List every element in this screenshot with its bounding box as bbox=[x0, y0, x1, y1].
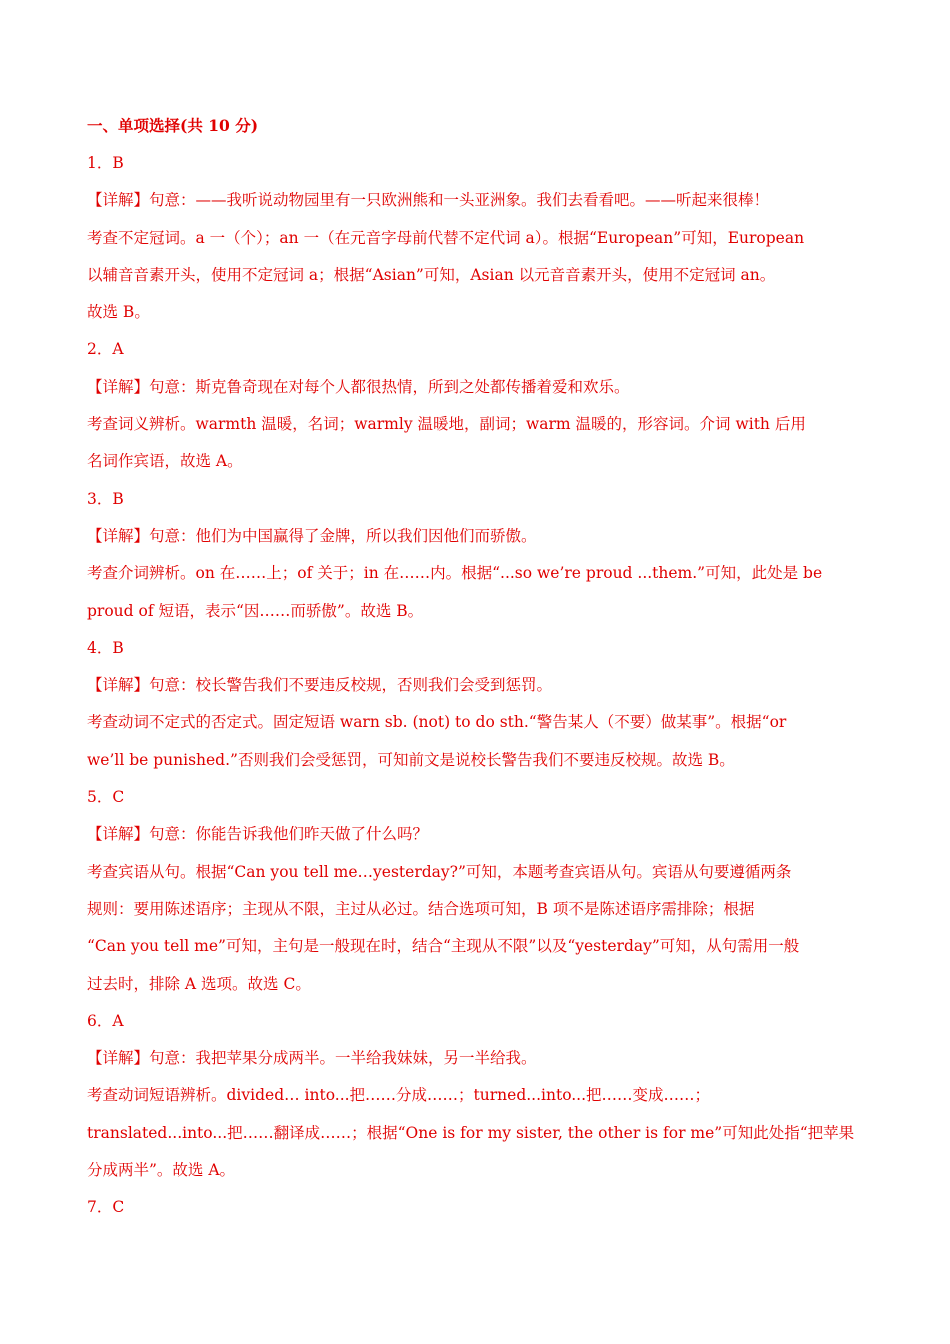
answer-number: 1．B bbox=[87, 154, 124, 172]
answer-item-5 bbox=[87, 786, 812, 994]
section-title: 一、单项选择(共 10 分) bbox=[87, 116, 259, 135]
explanation-line: 规则：要用陈述语序；主现从不限，主过从必过。结合选项可知，B 项不是陈述语序需排除；根据 bbox=[87, 899, 755, 918]
explanation-line: translated...into...把……翻译成……；根据“One is for my sister, the other is for me”可知此处指“把苹果 bbox=[87, 1123, 855, 1142]
explanation-line: 【详解】句意：斯克鲁奇现在对每个人都很热情，所到之处都传播着爱和欢乐。 bbox=[87, 377, 630, 396]
explanation-line: 【详解】句意：他们为中国赢得了金牌，所以我们因他们而骄傲。 bbox=[87, 526, 537, 545]
answer-number: 5．C bbox=[87, 788, 125, 807]
explanation-line: we’ll be punished.”否则我们会受惩罚，可知前文是说校长警告我们不要违反校规。故选 B。 bbox=[87, 750, 735, 769]
explanation-line: 考查动词短语辨析。divided… into...把……分成……；turned...into...把……变成……； bbox=[87, 1086, 711, 1105]
answer-number: 6．A bbox=[87, 1011, 124, 1030]
explanation-line: 【详解】句意：校长警告我们不要违反校规，否则我们会受到惩罚。 bbox=[87, 676, 553, 695]
answer-item-4 bbox=[87, 637, 812, 771]
answer-item-7 bbox=[87, 1196, 812, 1218]
answer-item-6 bbox=[87, 1010, 855, 1181]
explanation-line: proud of 短语，表示“因……而骄傲”。故选 B。 bbox=[87, 601, 424, 620]
explanation-line: 考查不定冠词。a 一（个）；an 一（在元音字母前代替不定代词 a）。根据“European”可知，European bbox=[87, 228, 805, 247]
explanation-line: 【详解】句意：我把苹果分成两半。一半给我妹妹，另一半给我。 bbox=[87, 1049, 537, 1068]
answer-item-3 bbox=[87, 488, 823, 622]
answer-number: 3．B bbox=[87, 489, 124, 508]
explanation-line: “Can you tell me”可知，主句是一般现在时，结合“主现从不限”以及“yesterday”可知，从句需用一般 bbox=[87, 937, 800, 956]
explanation-line: 故选 B。 bbox=[87, 303, 150, 322]
answer-number: 4．B bbox=[87, 638, 124, 657]
explanation-line: 过去时，排除 A 选项。故选 C。 bbox=[87, 974, 311, 993]
answer-number: 2．A bbox=[87, 340, 124, 359]
answer-item-2 bbox=[87, 338, 812, 472]
explanation-line: 考查词义辨析。warmth 温暖，名词；warmly 温暖地，副词；warm 温暖的，形容词。介词 with 后用 bbox=[87, 415, 806, 434]
explanation-line: 【详解】句意：——我听说动物园里有一只欧洲熊和一头亚洲象。我们去看看吧。——听起来很棒！ bbox=[87, 191, 770, 210]
explanation-line: 名词作宾语，故选 A。 bbox=[87, 452, 243, 471]
explanation-line: 考查介词辨析。on 在……上；of 关于；in 在……内。根据“...so we’re proud ...them.”可知，此处是 be bbox=[87, 564, 823, 583]
explanation-line: 以辅音音素开头，使用不定冠词 a；根据“Asian”可知，Asian 以元音音素开头，使用不定冠词 an。 bbox=[87, 265, 776, 284]
explanation-line: 考查宾语从句。根据“Can you tell me…yesterday?”可知，本题考查宾语从句。宾语从句要遵循两条 bbox=[87, 862, 792, 881]
answer-number: 7．C bbox=[87, 1198, 125, 1217]
explanation-line: 【详解】句意：你能告诉我他们昨天做了什么吗？ bbox=[87, 825, 429, 844]
explanation-line: 分成两半”。故选 A。 bbox=[87, 1161, 236, 1180]
answer-item-1 bbox=[87, 152, 812, 323]
explanation-line: 考查动词不定式的否定式。固定短语 warn sb. (not) to do sth.“警告某人（不要）做某事”。根据“or bbox=[87, 713, 787, 732]
